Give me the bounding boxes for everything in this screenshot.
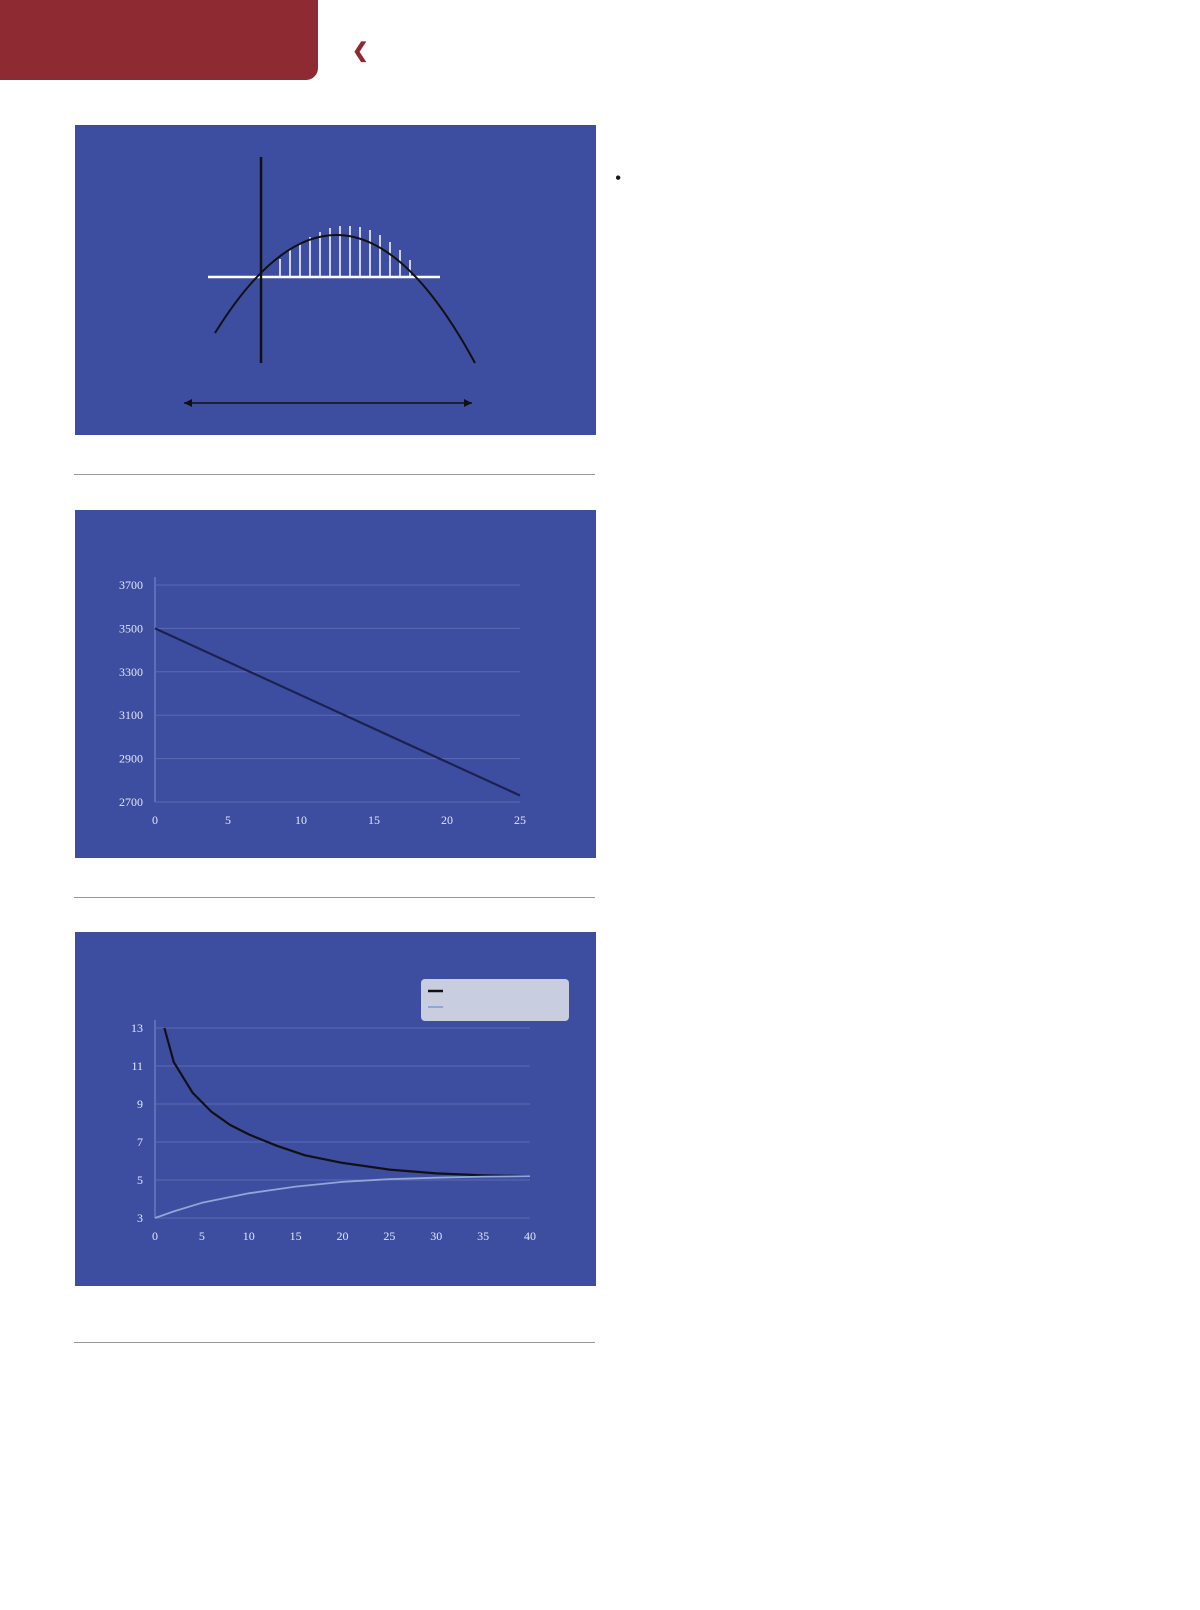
fig4-x-tick-label: 30: [430, 1229, 443, 1243]
fig4-legend: [421, 979, 569, 1021]
fig3-x-tick-label: 15: [368, 813, 380, 827]
fig3-y-tick-label: 3100: [119, 708, 143, 723]
figure-2: [75, 125, 596, 435]
fig3-x-tick-label: 20: [441, 813, 453, 827]
figure-4: [75, 932, 596, 1286]
fig4-y-tick-label: 3: [137, 1211, 143, 1225]
fig4-y-tick-label: 11: [131, 1059, 143, 1073]
fig4-x-tick-label: 20: [336, 1229, 349, 1243]
fig3-y-tick-label: 3300: [119, 664, 143, 679]
breadcrumb[interactable]: [352, 38, 378, 63]
fig4-x-tick-label: 15: [289, 1229, 302, 1243]
divider: [74, 1342, 595, 1343]
fig3-x-tick-label: 0: [152, 813, 158, 827]
fig3-x-tick-label: 5: [225, 813, 231, 827]
right-column: [615, 118, 1132, 166]
divider: [74, 474, 595, 475]
fig3-y-tick-label: 3700: [119, 578, 143, 592]
figure-3: [75, 510, 596, 858]
fig4-y-tick-label: 9: [137, 1097, 143, 1111]
chevron-left-icon: ❮: [352, 40, 371, 62]
fig3-x-tick-label: 25: [514, 813, 526, 827]
fig4-x-tick-label: 5: [198, 1229, 205, 1243]
fig4-x-tick-label: 25: [383, 1229, 396, 1243]
fig4-x-tick-label: 10: [242, 1229, 255, 1243]
fig3-x-tick-label: 10: [295, 813, 307, 827]
section-tab: [0, 0, 318, 80]
fig4-x-tick-label: 0: [152, 1229, 158, 1243]
fig3-y-tick-label: 2700: [119, 795, 143, 809]
fig3-y-tick-label: 2900: [119, 751, 143, 766]
fig3-y-tick-label: 3500: [119, 621, 143, 636]
fig4-y-tick-label: 7: [137, 1135, 143, 1149]
fig4-y-tick-label: 5: [137, 1173, 143, 1187]
fig4-x-tick-label: 35: [477, 1229, 490, 1243]
divider: [74, 897, 595, 898]
fig4-y-tick-label: 13: [131, 1021, 143, 1035]
fig4-x-tick-label: 40: [524, 1229, 536, 1243]
